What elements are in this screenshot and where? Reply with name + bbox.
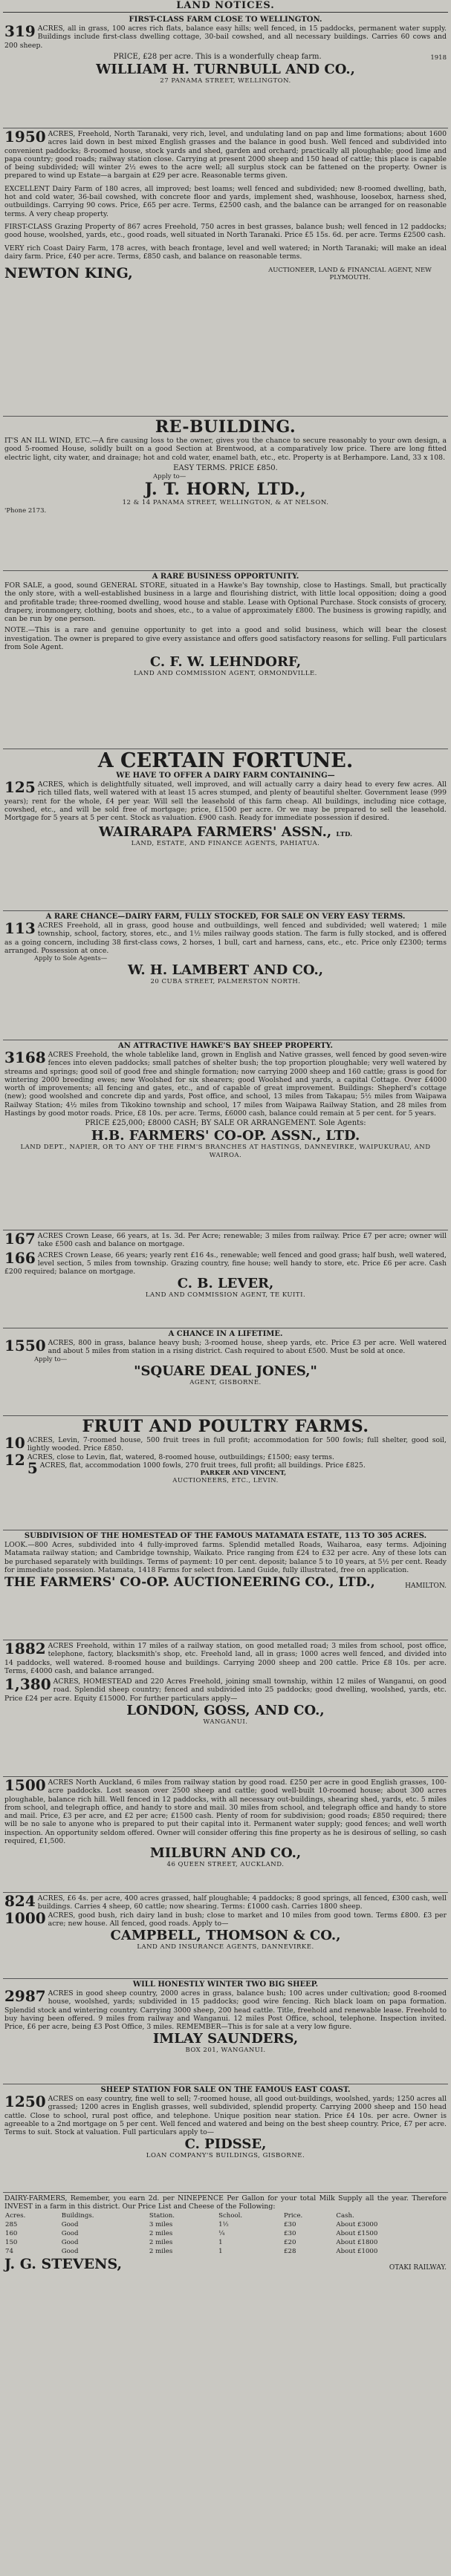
firm-name: PARKER AND VINCENT,	[200, 1470, 287, 1478]
ad-text: ACRES, which is delightfully situated, well improved, and will actually carry a dairy head to every few acres. All rich tilled flats, well watered with at least 15 acres stumped, and plenty of beautiful shelter. Government lease (999 years); rent for the whole, £4 per year. Will sell the leasehold of this farm cheap. All buildings, including nice cottage, cowshed, etc., and will be sold free of mortgage; price, £1500 per acre. Or we may be prepared to sell the leasehold. Mortgage for 5 years at 5 per cent. Stock as valuation. £900 cash. Ready for immediate possession if desired.	[4, 780, 447, 823]
ad-text: ACRES, HOMESTEAD and 220 Acres Freehold, joining small township, within 12 miles of Wanganui, on good road. Splendid sheep country; fenced and subdivided into 25 paddocks; good dwelling, woolshed, yards, etc. Price £24 per acre. Equity £15000. For further particulars apply—	[4, 1677, 447, 1703]
ad-body-1	[4, 1894, 447, 1911]
table-cell: £30	[284, 2220, 296, 2228]
firm-role: LAND AND COMMISSION AGENT, ORMONDVILLE.	[134, 670, 317, 678]
ad-text: ACRES in good sheep country, 2000 acres in grass, balance bush; 100 acres under cultivation; good 8-roomed house, woolshed, yards; subdivided in 15 paddocks; good wire fencing. Rich black loam on papa formation. Splendid stock and wintering country. Carrying 3000 sheep, 200 head cattle. Title, freehold and renewable lease. Freehold to buy having been offered. 9 miles from railway and Wanganui. 12 miles Post Office, school, telephone. Inspection invited. Price, £6 per acre, being £3 Post Office, 3 miles. REMEMBER—This is for sale at a very low figure.	[4, 1989, 447, 2032]
signature-row	[4, 1574, 447, 1591]
ad-text: ACRES on easy country, fine well to sell; 7-roomed house, all good out-buildings, woolshed, yards; 1250 acres all grassed; 1200 acres in English grasses, well subdivided, splendid property. Carrying 2000 sheep and 150 head cattle. Close to school, rural post office, and telephone. Unique position near station. Price £4 10s. per acre. Owner is agreeable to a 2nd mortgage on 5 per cent. Well fenced and watered and being on the best sheep country. Price, £7 per acre. Terms to suit. Stock at valuation. Full particulars apply to—	[4, 2095, 447, 2137]
acreage: 10	[4, 1434, 25, 1452]
ad-title: FRUIT AND POULTRY FARMS.	[82, 1417, 369, 1436]
ad-dairy-farmers-otaki	[3, 2193, 448, 2275]
ad-body	[4, 22, 447, 50]
ad-certain-fortune	[3, 749, 448, 911]
price-line: PRICE, £28 per acre. This is a wonderfully cheap farm.	[113, 52, 322, 61]
ad-east-coast-station	[3, 2084, 448, 2193]
firm-address: 27 PANAMA STREET, WELLINGTON.	[160, 76, 291, 85]
ad-body-2	[4, 1677, 447, 1703]
ad-title: A CERTAIN FORTUNE.	[97, 749, 354, 772]
ad-text: ACRES, 800 in grass, balance heavy bush; 3-roomed house, sheep yards, etc. Price £3 per acre. Well watered and about 5 miles from station in a rising district. Cash required to about £500. Must be sold at once.	[48, 1339, 447, 1356]
firm-name: NEWTON KING,	[4, 265, 133, 282]
ad-body	[4, 780, 447, 822]
page-heading: LAND NOTICES.	[3, 0, 448, 13]
firm-name: H.B. FARMERS' CO-OP. ASSN., LTD.	[91, 1128, 360, 1144]
acreage: 824	[4, 1892, 36, 1910]
ad-text: ACRES, flat, accommodation 1000 fowls, 270 fruit trees, full profit; all buildings. Price £825.	[39, 1461, 366, 1470]
acreage: 167	[4, 1230, 36, 1248]
signature-row	[4, 1845, 447, 1861]
firm-role: OTAKI RAILWAY.	[389, 2263, 447, 2272]
ad-paragraph-dairy: EXCELLENT Dairy Farm of 180 acres, all improved; best loams; well fenced and subdivided; new 8-roomed dwelling, bath, hot and cold water, 36-bail cowshed, with concrete floor and yards, implement shed, washhouse, loosebox, harness shed, outbuildings. Carrying 90 cows. Price, £65 per acre. Terms, £2500 cash, and the balance can be arranged for on reasonable terms. A very cheap property.	[4, 184, 447, 218]
ad-imlay-saunders	[3, 1979, 448, 2084]
ad-note: NOTE.—This is a rare and genuine opportunity to get into a good and solid business, which will bear the closest investigation. The owner is prepared to give every assistance and offers good satisfactory reasons for selling. Full particulars from Sole Agent.	[4, 626, 447, 652]
firm-role: AUCTIONEER, LAND & FINANCIAL AGENT, NEW PLYMOUTH.	[268, 267, 432, 282]
table-cell: 285	[5, 2220, 18, 2228]
reference-number: 1918	[430, 53, 447, 62]
acreage: 319	[4, 22, 36, 40]
ad-title: RE-BUILDING.	[155, 417, 296, 437]
ad-text: ACRES, Levin, 7-roomed house, 500 fruit trees in full profit; accommodation for 500 fowls; full shelter, good soil, lightly wooded. Price £850.	[27, 1436, 447, 1453]
table-cell: £20	[284, 2238, 296, 2246]
firm-name: "SQUARE DEAL JONES,"	[134, 1363, 317, 1379]
acreage: 3168	[4, 1049, 46, 1066]
ad-body	[4, 1989, 447, 2031]
ad-body-1	[4, 1436, 447, 1453]
acreage: 1,380	[4, 1675, 51, 1694]
firm-role: LOAN COMPANY'S BUILDINGS, GISBORNE.	[146, 2152, 305, 2160]
column-header: Cash.	[336, 2211, 354, 2220]
acreage: 1500	[4, 1776, 46, 1794]
ad-headline: SUBDIVISION OF THE HOMESTEAD OF THE FAMOUS MATAMATA ESTATE, 113 TO 305 ACRES.	[24, 1532, 427, 1540]
firm-role: LAND DEPT., NAPIER, OR TO ANY OF THE FIRM'S BRANCHES AT HASTINGS, DANNEVIRKE, WAIPUKURAU, AND WAIROA.	[20, 1144, 431, 1160]
firm-address: 12 & 14 PANAMA STREET, WELLINGTON, & AT NELSON.	[122, 498, 329, 506]
ad-text: ACRES Freehold, all in grass, good house and outbuildings, well fenced and subdivided; well watered; 1 mile township, school, factory, stores, etc., and 1½ miles railway goods station. The farm is fully stocked, and is offered as a going concern, including 38 first-class cows, 2 horses, 1 bull, cart and harness, cans, etc., etc. Price only £2300; terms arranged. Possession at once.	[4, 922, 447, 955]
column-header: School.	[218, 2211, 243, 2220]
firm-suffix: LTD.	[336, 831, 353, 839]
ad-text: ACRES, £6 4s. per acre, 400 acres grassed, half ploughable; 4 paddocks; 8 good springs, all fenced, £300 cash, well buildings. Carries 4 sheep, 60 cattle; now shearing. Terms: £1000 cash. Carries 1800 sheep.	[37, 1894, 447, 1911]
terms-line: EASY TERMS. PRICE £850.	[173, 463, 278, 472]
firm-name: LONDON, GOSS, AND CO.,	[126, 1703, 325, 1719]
firm-role: AUCTIONEERS, ETC., LEVIN.	[172, 1477, 279, 1485]
apply-line: Apply to—	[34, 1355, 68, 1363]
table-row	[4, 2220, 447, 2229]
firm-name: J. T. HORN, LTD.,	[144, 479, 307, 499]
firm-name: IMLAY SAUNDERS,	[152, 2031, 299, 2047]
acreage: 113	[4, 919, 36, 937]
ad-subtitle: WE HAVE TO OFFER A DAIRY FARM CONTAINING—	[116, 772, 335, 780]
firm-name: MILBURN AND CO.,	[149, 1845, 302, 1862]
ad-headline: A RARE CHANCE—DAIRY FARM, FULLY STOCKED, FOR SALE ON VERY EASY TERMS.	[45, 913, 406, 921]
table-row	[4, 2229, 447, 2238]
apply-line: Apply to Sole Agents—	[34, 955, 108, 963]
ad-headline: WILL HONESTLY WINTER TWO BIG SHEEP.	[132, 1980, 319, 1989]
ad-body	[4, 1778, 447, 1845]
ad-text: ACRES, good bush, rich dairy land in bush; close to market and 10 miles from good town. Terms £800. £3 per acre; new house. All fenced, good roads. Apply to—	[48, 1911, 447, 1928]
ad-farm-wellington	[3, 14, 448, 128]
firm-role: 46 QUEEN STREET, AUCKLAND.	[166, 1861, 285, 1869]
firm-name: C. B. LEVER,	[177, 1276, 274, 1292]
ad-headline: FIRST-CLASS FARM CLOSE TO WELLINGTON.	[129, 16, 322, 24]
firm-role: BOX 201, WANGANUI.	[185, 2047, 266, 2055]
acreage: 2987	[4, 1987, 46, 2005]
firm-name: C. F. W. LEHNDORF,	[149, 654, 302, 671]
table-row	[4, 2247, 447, 2256]
table-cell: About £1500	[336, 2229, 378, 2237]
table-header-row	[4, 2211, 447, 2220]
ad-body-1	[4, 1642, 447, 1675]
firm-name: THE FARMERS' CO-OP. AUCTIONEERING CO., LTD.,	[4, 1575, 375, 1591]
ad-chance-lifetime	[3, 1328, 448, 1416]
ad-text: FOR SALE, a good, sound GENERAL STORE, situated in a Hawke's Bay township, close to Hastings. Small, but practically the only store, with a well-established business in a large and flourishing district, with little local opposition; doing a good and profitable trade; three-roomed dwelling, wood house and stable. Lease with Optional Purchase. Stock consists of grocery, drapery, ironmongery, clothing, boots and shoes, etc., to a value of approximately £800. The business is growing rapidly, and can be run by one person.	[4, 581, 447, 624]
ad-matamata-estate	[3, 1530, 448, 1640]
table-cell: 74	[5, 2247, 13, 2255]
ad-fruit-poultry	[3, 1416, 448, 1530]
firm-role: WANGANUI.	[203, 1718, 248, 1726]
ad-text: ACRES North Auckland, 6 miles from railway station by good road. £250 per acre in good English grasses, 100-acre paddocks. Lost season over 2500 sheep and cattle; good well-built 10-roomed house; about 300 acres ploughable, balance rich hill. Well fenced in 12 paddocks, with all necessary out-buildings, shearing shed, yards, etc. 5 miles from school, and telegraph office, and handy to store and mail. 30 miles from school, and telegraph office and handy to store and mail. Price, £3 per acre, and £2 per acre; £1500 cash. Plenty of room for subdivision; good roads; £850 required; there will be no sale to anyone who is prepared to put their capital into it. Permanent water supply; good fences; and well worth inspection. An opportunity seldom offered. Owner will consider offering this fine property as he is desirous of selling, so cash required, £1,500.	[4, 1778, 447, 1846]
firm-role: AGENT, GISBORNE.	[189, 1378, 262, 1386]
table-cell: 150	[5, 2238, 18, 2246]
table-cell: 1	[218, 2247, 223, 2255]
table-cell: About £1000	[336, 2247, 378, 2255]
ad-body-2	[4, 1908, 447, 1928]
firm-name: W. H. LAMBERT AND CO.,	[127, 962, 324, 979]
firm-name: J. G. STEVENS,	[4, 2255, 123, 2272]
ad-body	[4, 919, 447, 955]
ad-hawkes-bay-sheep	[3, 1040, 448, 1230]
firm-name: C. PIDSSE,	[184, 2136, 267, 2153]
ad-headline: A CHANCE IN A LIFETIME.	[168, 1330, 283, 1338]
column-header: Buildings.	[61, 2211, 94, 2220]
acreage: 1250	[4, 2093, 46, 2110]
ad-paragraph-grazing: FIRST-CLASS Grazing Property of 867 acres Freehold, 750 acres in best grasses, balance bush; well fenced in 12 paddocks; good house, woolshed, yards, etc., good roads, well situated in North Taranaki. Price £5 15s. 6d. per acre. Terms £2500 cash.	[4, 222, 447, 240]
ad-london-goss	[3, 1640, 448, 1777]
acreage: 166	[4, 1248, 36, 1267]
price-line: PRICE £25,000; £8000 CASH; BY SALE OR ARRANGEMENT. Sole Agents:	[85, 1119, 366, 1128]
table-cell: 2 miles	[149, 2238, 173, 2246]
table-cell: £30	[284, 2229, 296, 2237]
ad-body	[4, 1339, 447, 1356]
ad-body-2	[4, 1248, 447, 1276]
firm-name: CAMPBELL, THOMSON & CO.,	[110, 1928, 341, 1944]
table-cell: ¼	[218, 2229, 225, 2237]
firm-role: LAND, ESTATE, AND FINANCE AGENTS, PAHIATUA.	[131, 840, 320, 848]
ad-newton-king	[3, 128, 448, 417]
table-cell: £28	[284, 2247, 296, 2255]
acreage: 125	[4, 778, 36, 796]
acreage: 1550	[4, 1337, 46, 1354]
ad-headline: SHEEP STATION FOR SALE ON THE FAMOUS EAST COAST.	[100, 2086, 351, 2094]
column-header: Price.	[284, 2211, 303, 2220]
ad-headline: AN ATTRACTIVE HAWKE'S BAY SHEEP PROPERTY.	[118, 1042, 333, 1050]
ad-body-1	[4, 1232, 447, 1249]
signature-row	[4, 2256, 447, 2272]
apply-line: Apply to—	[153, 472, 186, 480]
table-cell: Good	[61, 2247, 79, 2255]
table-cell: Good	[61, 2238, 79, 2246]
ad-text: LOOK.—800 Acres, subdivided into 4 fully-improved farms. Splendid metalled Roads, Waiharoa, easy terms. Adjoining Matamata railway station; and Cambridge township, Waikato. Price ranging from £24 to £32 per acre. Any of these lots can be purchased separately with buildings. Terms of payment: 10 per cent. deposit; balance 5 to 10 years, at 5½ per cent. Ready for immediate possession. Matamata, 1418 Farms for select from. Land Guide, fully illustrated, free on application.	[4, 1541, 447, 1574]
ad-crown-lease	[3, 1230, 448, 1328]
farm-price-table	[4, 2211, 447, 2256]
table-cell: 1½	[218, 2220, 229, 2228]
table-cell: 2 miles	[149, 2229, 173, 2237]
ad-text: ACRES, Freehold, North Taranaki, very rich, level, and undulating land on pap and lime formations; about 1600 acres laid down in best mixed English grasses and the balance in good bush. Well fenced and subdivided into convenient paddocks; 8-roomed house, stock yards and shed, garden and orchard; practically all ploughable; good lime and papa country; good roads; railway station close. Carrying at present 2000 sheep and 150 head of cattle; this place is capable of being subdivided; will winter 2½ ewes to the acre well; all surplus stock can be fattened on the property. Owner is prepared to wind up Estate—a bargain at £29 per acre. Reasonable terms given.	[4, 130, 447, 180]
ad-body	[4, 2095, 447, 2136]
ad-milburn	[3, 1777, 448, 1893]
acreage: 12	[4, 1450, 25, 1469]
acreage: 5	[27, 1458, 38, 1477]
acreage: 1950	[4, 128, 46, 146]
ad-body	[4, 1051, 447, 1118]
ad-text: DAIRY-FARMERS, Remember, you earn 2d. per NINEPENCE Per Gallon for your total Milk Supply all the year. Therefore INVEST in a farm in this district. Our Price List and Cheese of the Following:	[4, 2194, 447, 2211]
ad-paragraph-coast: VERY rich Coast Dairy Farm, 178 acres, with beach frontage, level and well watered; in North Taranaki; will make an ideal dairy farm. Price, £40 per acre. Terms, £850 cash, and balance on reasonable terms.	[4, 244, 447, 261]
ad-text: ACRES Crown Lease, 66 years, at 1s. 3d. Per Acre; renewable; 3 miles from railway. Price £7 per acre; owner will take £500 cash and balance on mortgage.	[37, 1232, 447, 1249]
table-cell: Good	[61, 2220, 79, 2228]
table-cell: Good	[61, 2229, 79, 2237]
phone: 'Phone 2173.	[4, 506, 47, 515]
acreage: 1000	[4, 1908, 46, 1927]
table-cell: 160	[5, 2229, 18, 2237]
table-row	[4, 2238, 447, 2247]
ad-text: ACRES, close to Levin, flat, watered, 8-roomed house, outbuildings; £1500; easy terms.	[27, 1452, 334, 1461]
firm-role: LAND AND INSURANCE AGENTS, DANNEVIRKE.	[137, 1943, 314, 1951]
signature-row	[4, 265, 447, 281]
column-header: Station.	[149, 2211, 175, 2220]
table-cell: 1	[218, 2238, 223, 2246]
ad-text: IT'S AN ILL WIND, ETC.—A fire causing loss to the owner, gives you the chance to secure reasonably to your own design, a good 5-roomed House, solidly built on a good Section at Brentwood, at a comparatively low price. There are long fitted electric light, city water, and drainage; hot and cold water, enamel bath, etc., etc. Property is at Berhampore. Land, 33 x 108.	[4, 437, 447, 462]
firm-role: HAMILTON.	[405, 1582, 447, 1591]
firm-name-row	[4, 824, 447, 840]
table-cell: 2 miles	[149, 2247, 173, 2255]
acreage: 1882	[4, 1640, 46, 1657]
column-header: Acres.	[5, 2211, 26, 2220]
ad-text: ACRES Crown Lease, 66 years; yearly rent £16 4s., renewable; well fenced and good grass; half bush, well watered, level section, 5 miles from township. Grazing country, fine house; well handy to store, etc. Price £6 per acre. Cash £200 required; balance on mortgage.	[4, 1250, 447, 1276]
firm-address: 20 CUBA STREET, PALMERSTON NORTH.	[150, 978, 301, 986]
firm-name: WILLIAM H. TURNBULL AND CO.,	[96, 61, 355, 77]
ad-general-store	[3, 571, 448, 749]
firm-role: LAND AND COMMISSION AGENT, TE KUITI.	[145, 1291, 306, 1300]
table-cell: About £1800	[336, 2238, 378, 2246]
ad-body	[4, 130, 447, 180]
table-cell: About £3000	[336, 2220, 378, 2228]
ad-text: ACRES, all in grass, 100 acres rich flats, balance easy hills; well fenced, in 15 paddocks, permanent water supply. Buildings include first-class dwelling cottage, 30-bail cowshed, and all necessary buildings. Carries 60 cows and 200 sheep.	[4, 25, 447, 50]
ad-text: ACRES Freehold, the whole tablelike land, grown in English and Native grasses, well fenced by good seven-wire fences into eleven paddocks; small patches of shelter bush; the top proportion ploughable; very well watered by streams and springs; good soil of good free and shingle formation; now carrying 2000 sheep and 160 cattle; grass is good for wintering 2000 breeding ewes; new Woolshed for six shearers; good Woolshed and yards, a capital Cottage. Over £4000 worth of improvements; all fencing and gates, etc., and of capable of great improvement. Buildings: Shepherd's cottage (new); good woolshed and concrete dip and yards, Post office, and school, 13 miles from Takapau; 5½ miles from Waipawa Railway Station; 4½ miles from Tikokino township and school, 17 miles from Waipawa Railway Station, and 28 miles from Hastings by good motor roads. Price, £8 10s. per acre. Terms, £6000 cash, balance could remain at 5 per cent. for 5 years.	[4, 1051, 447, 1118]
firm-name: WAIRARAPA FARMERS' ASSN.,	[98, 824, 332, 841]
ad-dairy-farm-stocked	[3, 911, 448, 1040]
price-row	[4, 53, 447, 62]
ad-headline: A RARE BUSINESS OPPORTUNITY.	[152, 573, 299, 581]
ad-campbell-thomson	[3, 1893, 448, 1979]
table-cell: 3 miles	[149, 2220, 173, 2228]
ad-text: ACRES Freehold, within 17 miles of a railway station, on good metalled road; 3 miles from school, post office, telephone, factory, blacksmith's shop, etc. Freehold land, all in grass; 1000 acres well fenced, and divided into 14 paddocks, well watered. 8-roomed house and buildings. Carrying 2000 sheep and 200 cattle. Price £8 10s. per acre. Terms, £4000 cash, and balance arranged.	[4, 1642, 447, 1675]
ad-rebuilding	[3, 417, 448, 571]
